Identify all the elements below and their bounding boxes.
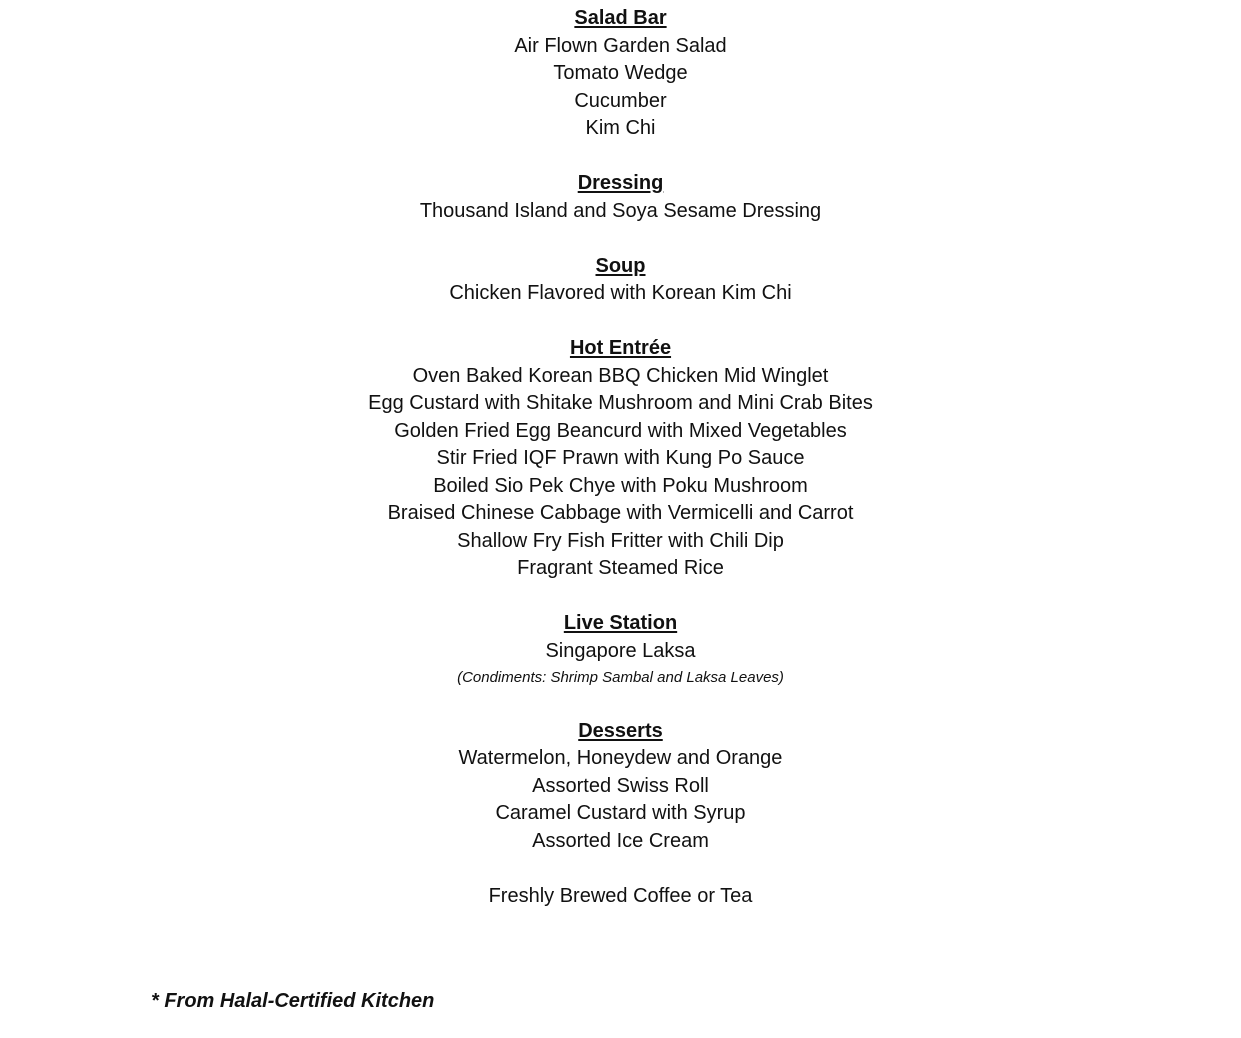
menu-item: Stir Fried IQF Prawn with Kung Po Sauce (436, 447, 805, 469)
section-hot-entree (0, 335, 1241, 583)
halal-note: * From Halal-Certified Kitchen (151, 990, 435, 1012)
menu-item: Thousand Island and Soya Sesame Dressing (419, 199, 822, 222)
section-live-station (0, 610, 1241, 690)
menu-item: Air Flown Garden Salad (514, 34, 727, 57)
spacer (0, 308, 1241, 336)
menu-item: Egg Custard with Shitake Mushroom and Mini Crab Bites (368, 392, 873, 414)
menu-item: Braised Chinese Cabbage with Vermicelli and Carrot (387, 502, 854, 524)
menu-item: Cucumber (574, 89, 667, 112)
spacer (0, 690, 1241, 718)
menu-item: Oven Baked Korean BBQ Chicken Mid Winglet (412, 364, 829, 387)
menu-item: Kim Chi (585, 117, 656, 139)
section-dressing (0, 170, 1241, 225)
section-desserts (0, 718, 1241, 856)
menu-item: Boiled Sio Pek Chye with Poku Mushroom (433, 474, 808, 497)
spacer (0, 225, 1241, 253)
section-salad-bar (0, 5, 1241, 143)
menu-item: Caramel Custard with Syrup (495, 802, 746, 824)
menu-item: Shallow Fry Fish Fritter with Chili Dip (457, 529, 784, 552)
section-heading: Hot Entrée (569, 337, 672, 359)
section-heading: Soup (595, 254, 646, 277)
spacer (0, 855, 1241, 883)
spacer (0, 583, 1241, 611)
condiments-note: (Condiments: Shrimp Sambal and Laksa Leaves) (457, 669, 784, 686)
menu-item: Tomato Wedge (553, 62, 688, 84)
menu-item: Fragrant Steamed Rice (517, 557, 724, 579)
spacer (0, 143, 1241, 171)
section-heading: Live Station (563, 612, 678, 634)
menu-item: Freshly Brewed Coffee or Tea (488, 884, 753, 907)
section-heading: Dressing (577, 172, 664, 194)
section-beverage (0, 883, 1241, 911)
menu-item: Singapore Laksa (545, 639, 696, 662)
menu (0, 5, 1241, 910)
section-soup (0, 253, 1241, 308)
menu-item: Assorted Ice Cream (532, 829, 709, 852)
menu-item: Chicken Flavored with Korean Kim Chi (449, 282, 792, 304)
section-heading: Salad Bar (574, 7, 667, 29)
menu-item: Golden Fried Egg Beancurd with Mixed Vegetables (394, 419, 847, 442)
menu-item: Watermelon, Honeydew and Orange (458, 747, 783, 769)
menu-item: Assorted Swiss Roll (532, 774, 709, 797)
section-heading: Desserts (578, 719, 663, 742)
